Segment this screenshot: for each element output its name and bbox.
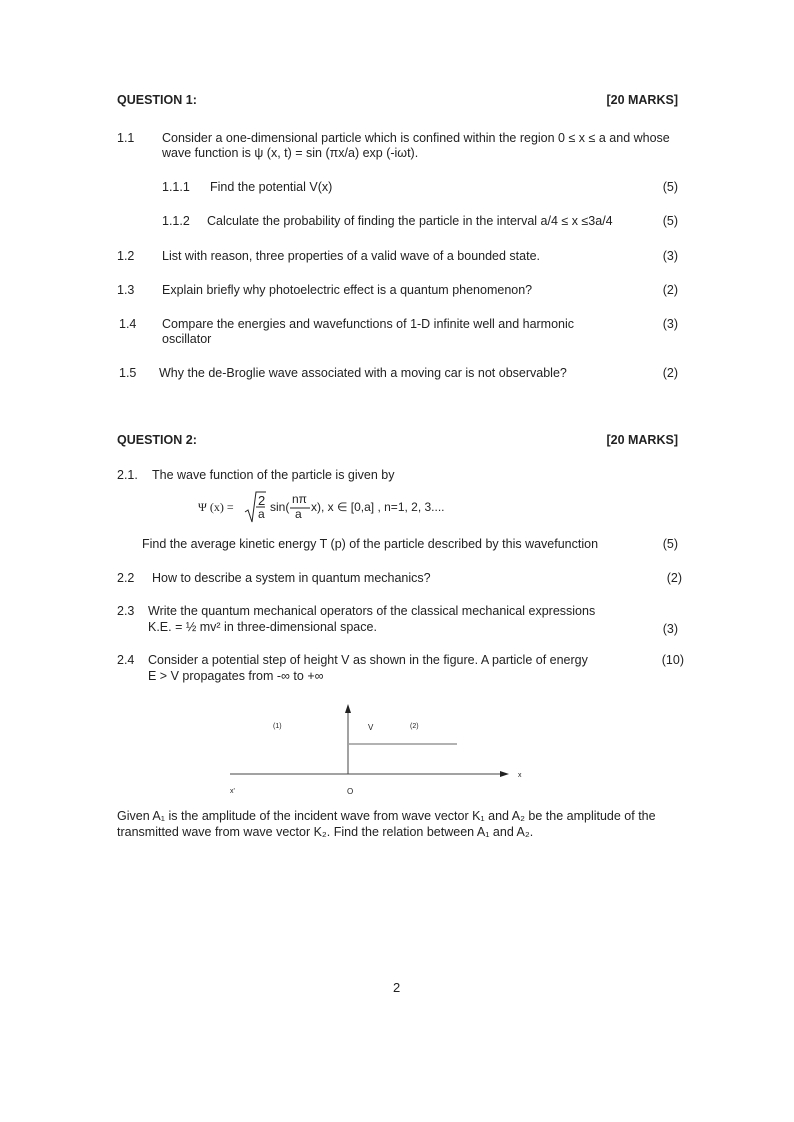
q2-4-text: E > V propagates from -∞ to +∞ [148,669,324,683]
q2-4-marks: (10) [661,653,684,667]
question-2-title: QUESTION 2: [117,433,197,447]
formula-lhs: Ψ (x) = [198,500,234,514]
given-text: Given A₁ is the amplitude of the incident wave from wave vector K₁ and A₂ be the amplitude of the [117,809,656,823]
q1-4-text: oscillator [162,332,212,346]
frac-denominator: a [295,507,302,521]
question-2-marks: [20 MARKS] [606,433,678,447]
q1-4-text: Compare the energies and wavefunctions of 1-D infinite well and harmonic [162,317,575,331]
q1-3-number: 1.3 [117,283,135,297]
q2-4-number: 2.4 [117,653,135,667]
page-number: 2 [393,980,401,995]
q2-1-number: 2.1. [117,468,138,482]
q2-3-text: Write the quantum mechanical operators of the classical mechanical expressions [148,604,596,618]
q1-3-text: Explain briefly why photoelectric effect is a quantum phenomenon? [162,283,533,297]
formula-sin: sin( [270,500,290,514]
q2-1-text: The wave function of the particle is given by [152,468,395,482]
q1-1-2-marks: (5) [662,214,678,228]
q2-1-marks: (5) [662,537,678,551]
y-axis-arrow-icon [345,704,351,713]
sqrt-numerator: 2 [258,493,266,508]
region-2-label: (2) [410,723,419,730]
origin-label: O [347,787,354,796]
q2-3-text: K.E. = ½ mv² in three-dimensional space. [148,620,377,634]
q2-2-marks: (2) [666,571,682,585]
q2-1-followup: Find the average kinetic energy T (p) of the particle described by this wavefunction [142,537,599,551]
q1-5-number: 1.5 [119,366,137,380]
q1-2-number: 1.2 [117,249,135,263]
q2-3-marks: (3) [662,622,678,636]
x-positive-label: x [518,772,522,779]
region-1-label: (1) [273,723,282,730]
q2-4-text: Consider a potential step of height V as shown in the figure. A particle of energy [148,653,588,667]
q1-1-number: 1.1 [117,131,135,145]
q1-4-marks: (3) [662,317,678,331]
q1-1-2-number: 1.1.2 [162,214,190,228]
q1-1-1-number: 1.1.1 [162,180,190,194]
potential-label: V [368,723,374,732]
x-axis-arrow-icon [500,771,509,777]
q2-3-number: 2.3 [117,604,135,618]
frac-numerator: nπ [292,492,307,506]
x-negative-label: x' [230,788,235,795]
q1-2-text: List with reason, three properties of a valid wave of a bounded state. [162,249,541,263]
q1-1-1-text: Find the potential V(x) [210,180,333,194]
q2-2-text: How to describe a system in quantum mechanics? [152,571,431,585]
q1-1-1-marks: (5) [662,180,678,194]
question-1-marks: [20 MARKS] [606,93,678,107]
q1-1-2-text: Calculate the probability of finding the particle in the interval a/4 ≤ x ≤3a/4 [207,214,613,228]
q1-1-text: wave function is ψ (x, t) = sin (πx/a) exp (-iωt). [162,146,419,160]
question-1-title: QUESTION 1: [117,93,197,107]
q1-5-text: Why the de-Broglie wave associated with a moving car is not observable? [159,366,567,380]
sqrt-denominator: a [258,507,265,521]
given-text: transmitted wave from wave vector K₂. Find the relation between A₁ and A₂. [117,825,534,839]
q1-5-marks: (2) [662,366,678,380]
q1-1-text: Consider a one-dimensional particle which is confined within the region 0 ≤ x ≤ a and whose [162,131,670,145]
q1-2-marks: (3) [662,249,678,263]
q2-2-number: 2.2 [117,571,135,585]
q1-3-marks: (2) [662,283,678,297]
formula-rest: x), x ∈ [0,a] , n=1, 2, 3.... [311,500,445,514]
q1-4-number: 1.4 [119,317,137,331]
